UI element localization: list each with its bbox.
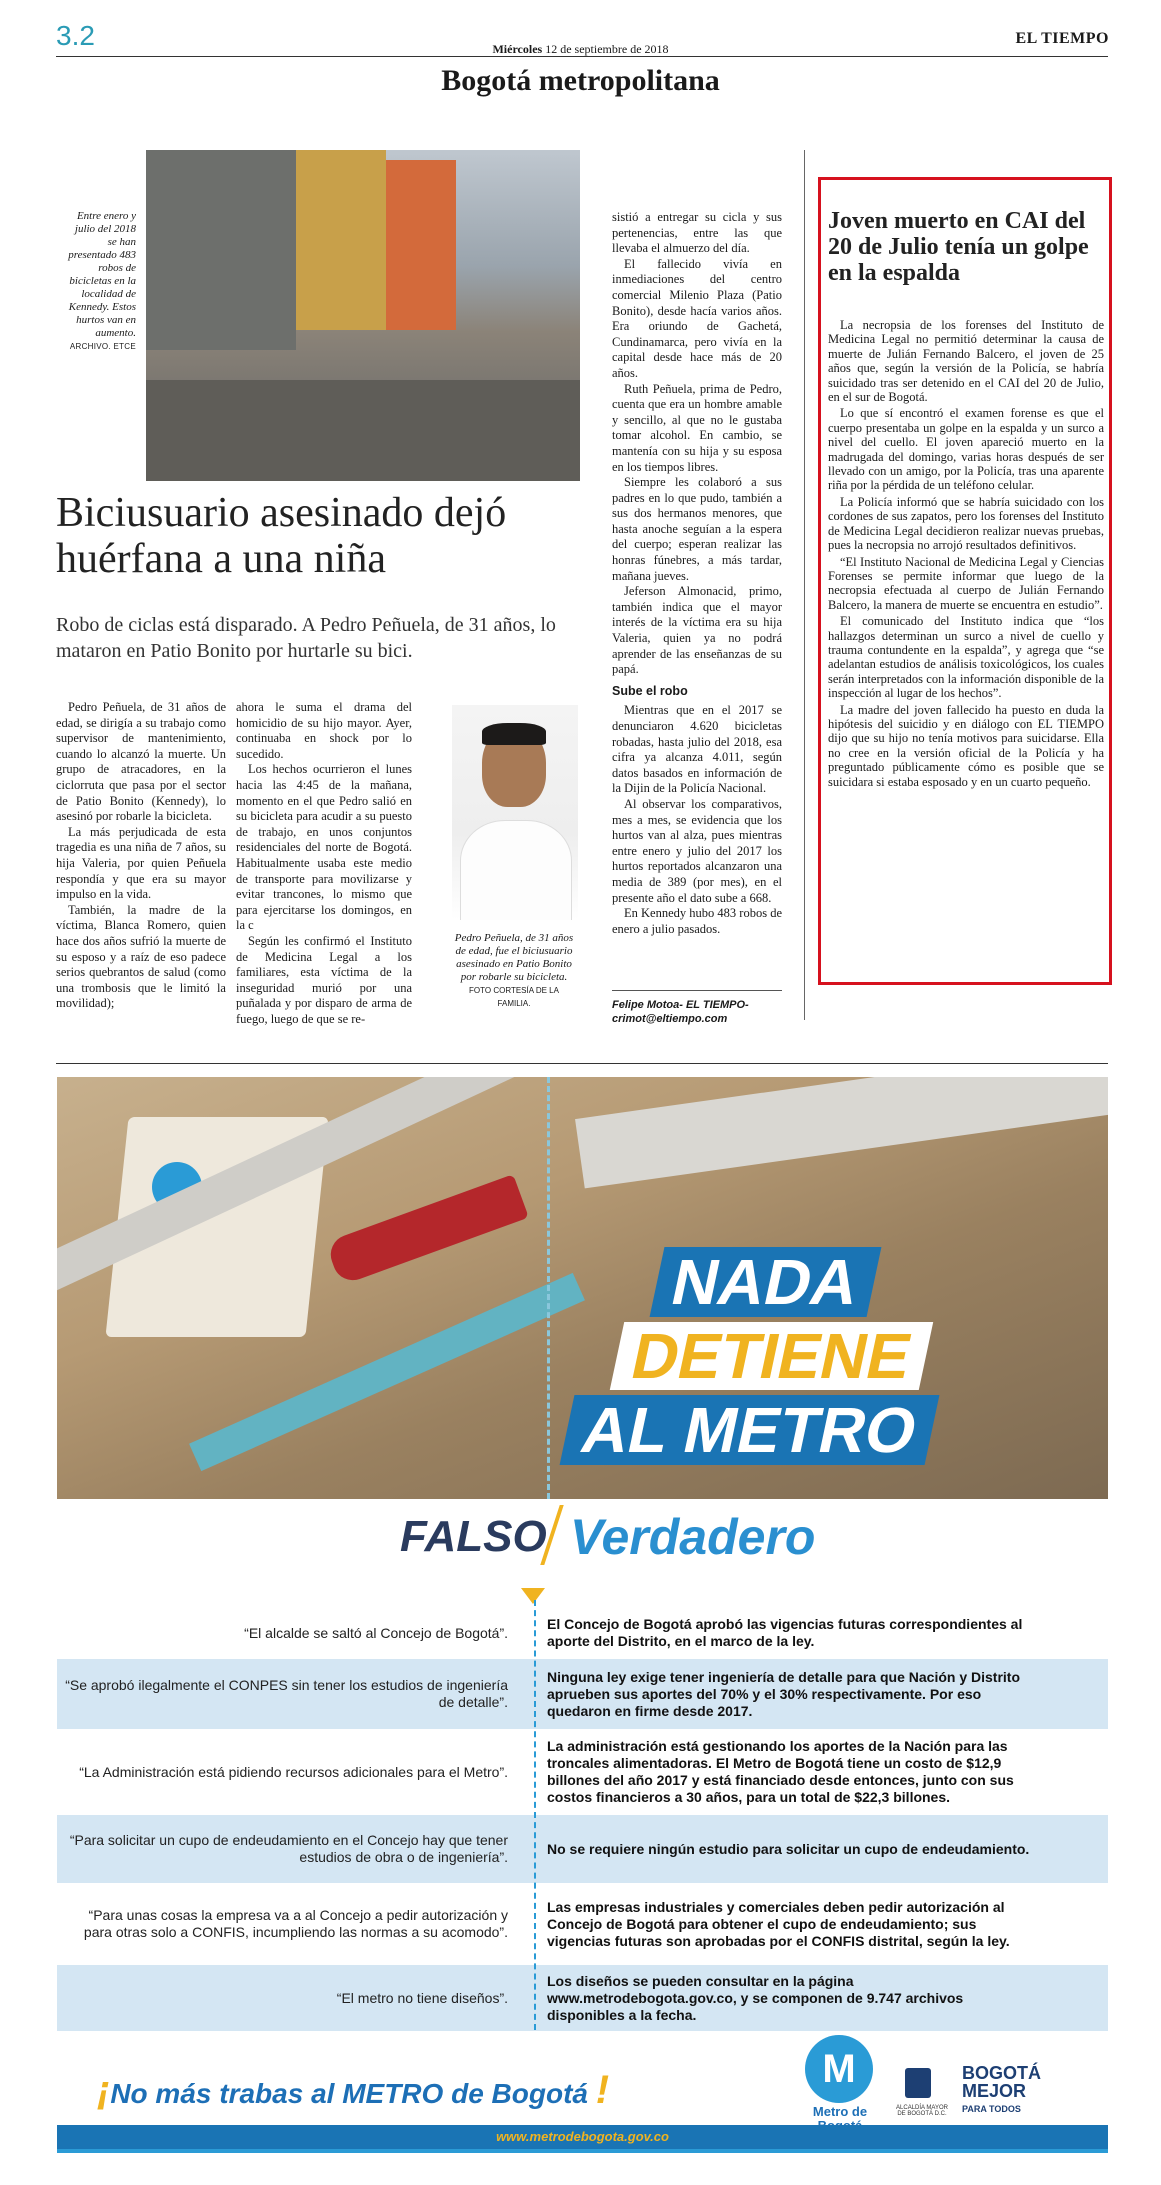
table-row — [57, 1883, 1108, 1965]
para-todos: PARA TODOS — [962, 2104, 1021, 2114]
paragraph: sistió a entregar su cicla y sus pertenencias, entre las que llevaba el almuerzo del día. — [612, 210, 782, 256]
myth-text: “Para solicitar un cupo de endeudamiento en el Concejo hay que tener estudios de obra o de ingeniería”. — [69, 1832, 508, 1865]
myth-fact-table — [57, 1607, 1108, 2031]
byline — [612, 998, 782, 1026]
sidebar-body — [828, 318, 1104, 791]
subhead: Sube el robo — [612, 683, 688, 698]
byline-name: Felipe Motoa- EL TIEMPO- — [612, 999, 749, 1011]
bogota-mejor-logo — [962, 2064, 1041, 2118]
section-title: Bogotá metropolitana — [441, 64, 720, 97]
alcaldia-label: ALCALDÍA MAYOR DE BOGOTÁ D.C. — [896, 2105, 948, 2117]
slogan-text: No más trabas al METRO de Bogotá — [110, 2078, 588, 2109]
bogota-word: BOGOTÁ — [962, 2063, 1041, 2083]
myth-text: “El metro no tiene diseños”. — [336, 1989, 508, 2006]
table-row — [57, 1815, 1108, 1883]
truth-text: Ninguna ley exige tener ingeniería de detalle para que Nación y Distrito aprueben sus aportes del 70% y el 30% respectivamente. Por eso quedaron en firme desde 2017. — [547, 1668, 1021, 1719]
paragraph: El comunicado del Instituto indica que “los hallazgos determinan un surco a nivel de cuello y trauma contundente en la espalda”, y agrega que “se adelantan estudios de análisis toxicológicos, los cuales serán interpretados con la información disponible de la inspección al lugar de los hechos”. — [828, 614, 1104, 701]
street-photo — [146, 150, 580, 481]
banner-line-2: DETIENE — [610, 1322, 934, 1390]
banner-line-1: NADA — [650, 1247, 882, 1317]
paragraph: Lo que sí encontró el examen forense es que el cuerpo presentaba un golpe en la espalda y un surco a nivel del cuello. El joven apareció muerto en la madrugada del domingo, varias horas después de ser llevado con un amigo, por la Policía, tras una aparente riña por la pérdida de un teléfono celular. — [828, 406, 1104, 493]
headline: Biciusuario asesinado dejó huérfana a una niña — [56, 490, 507, 582]
bogota-crest-icon — [905, 2068, 931, 2098]
table-row — [57, 1607, 1108, 1659]
paragraph: Jeferson Almonacid, primo, también indica que el mayor interés de la víctima era su hija Valeria, quien ya no podrá aprender de las enseñanzas de su papá. — [612, 584, 782, 677]
paragraph: ahora le suma el drama del homicidio de su hijo mayor. Ayer, continuaba en shock por lo sucedido. — [236, 700, 412, 761]
myth-text: “La Administración está pidiendo recursos adicionales para el Metro”. — [79, 1763, 508, 1780]
victim-portrait — [452, 705, 578, 920]
paragraph: Mientras que en el 2017 se denunciaron 4.620 bicicletas robadas, hasta julio del 2018, esa cifra ya alcanza 4.011, según datos basados en información de la Dijin de la Policía Nacional. — [612, 703, 782, 796]
paragraph: Según les confirmó el Instituto de Medicina Legal a los familiares, esta víctima de la inseguridad murió por una puñalada y por disparo de arma de fuego, luego de que se re- — [236, 933, 412, 1026]
truth-text: El Concejo de Bogotá aprobó las vigencias futuras correspondientes al aporte del Distrito, en el marco de la ley. — [547, 1616, 1023, 1649]
table-row — [57, 1659, 1108, 1729]
banner-line-3: AL METRO — [560, 1395, 940, 1465]
truth-text: Los diseños se pueden consultar en la página www.metrodebogota.gov.co, y se componen de 9.747 archivos disponibles a la fecha. — [547, 1972, 964, 2023]
photo-caption-text: Entre enero y julio del 2018 se han presentado 483 robos de bicicletas en la localidad de Kennedy. Estos hurtos van en aumento. — [68, 210, 136, 339]
mejor-word: MEJOR — [962, 2081, 1027, 2101]
brand-logo: EL TIEMPO — [1015, 30, 1109, 47]
article-column-1 — [56, 700, 226, 1012]
slogan-open: ¡ — [97, 2068, 111, 2112]
myth-text: “Para unas cosas la empresa va a al Concejo a pedir autorización y para otras solo a CONFIS, incumpliendo las normas a su acomodo”. — [83, 1907, 508, 1940]
portrait-credit: FOTO CORTESÍA DE LA FAMILIA. — [469, 986, 559, 1008]
myth-text: “El alcalde se saltó al Concejo de Bogotá”. — [244, 1624, 508, 1641]
metro-logo-icon: M — [805, 2035, 873, 2103]
ad-slogan — [97, 2068, 609, 2113]
paragraph: La Policía informó que se habría suicidado con los cordones de sus zapatos, pero los forenses del Instituto de Medicina Legal decidieron realizar nuevas pruebas, pues la necropsia no arrojó resultados definitivos. — [828, 494, 1104, 553]
metro-rendering — [57, 1077, 1108, 1499]
paragraph: “El Instituto Nacional de Medicina Legal y Ciencias Forenses se permite informar que luego de la necropsia efectuada al cuerpo de Julián Fernando Balcero, la manera de muerte se encuentra en estudio”. — [828, 554, 1104, 612]
deck: Robo de ciclas está disparado. A Pedro Peñuela, de 31 años, lo mataron en Patio Bonito por hurtarle su bici. — [56, 614, 556, 662]
verdadero-heading: Verdadero — [570, 1509, 816, 1565]
paragraph: Los hechos ocurrieron el lunes hacia las 4:45 de la mañana, momento en el que Pedro salió en su bicicleta para acudir a su puesto de trabajo, en unos conjuntos residenciales del norte de Bogotá. Habitualmente usaba este medio de transporte para movilizarse y evitar trancones, lo mismo que para ejercitarse los domingos, en la c — [236, 762, 412, 933]
paragraph: Siempre les colaboró a sus padres en lo que pudo, también a sus dos hermanos menores, que hasta anoche seguían a la espera del cuerpo; esperan realizar las honras fúnebres, a más tardar, mañana jueves. — [612, 475, 782, 583]
myth-text: “Se aprobó ilegalmente el CONPES sin tener los estudios de ingeniería de detalle”. — [65, 1677, 508, 1710]
paragraph: El fallecido vivía en inmediaciones del centro comercial Milenio Plaza (Patio Bonito), desde hacía varios años. Era oriundo de Gachetá, Cundinamarca, pero vivía en la capital desde hace más de 20 años. — [612, 256, 782, 380]
article-column-2 — [236, 700, 412, 1027]
truth-text: Las empresas industriales y comerciales deben pedir autorización al Concejo de Bogotá para obtener el cupo de endeudamiento; sus vigencias futuras son aprobadas por el CONFIS distrital, según la ley. — [547, 1898, 1010, 1949]
section-rule — [56, 1063, 1108, 1064]
byline-rule — [612, 990, 782, 991]
photo-caption — [66, 210, 136, 353]
paragraph: La más perjudicada de esta tragedia es una niña de 7 años, su hija Valeria, por quien Peñuela respondía y que era su mayor impulso en la vida. — [56, 824, 226, 902]
issue-date-rest: 12 de septiembre de 2018 — [545, 42, 669, 56]
falso-heading: FALSO — [400, 1512, 547, 1561]
truth-text: La administración está gestionando los aportes de la Nación para las troncales alimentadoras. El Metro de Bogotá tiene un costo de $12,9 billones del año 2017 y está financiado desde entonces, junto con sus costos financieros a 30 años, para un total de $22,3 billones. — [547, 1738, 1014, 1805]
triangle-icon — [521, 1588, 545, 1604]
paragraph: En Kennedy hubo 483 robos de enero a julio pasados. — [612, 906, 782, 936]
issue-day: Miércoles — [492, 42, 543, 56]
table-row — [57, 1965, 1108, 2031]
metro-train — [325, 1174, 529, 1286]
paragraph: La necropsia de los forenses del Instituto de Medicina Legal no permitió determinar la causa de muerte de Julián Fernando Balcero, el joven de 25 años que, según la versión de la Policía, se habría suicidado tras ser detenido en el CAI del 20 de Julio, en el sur de Bogotá. — [828, 318, 1104, 405]
paragraph: La madre del joven fallecido ha puesto en duda la hipótesis del suicidio y en diálogo con EL TIEMPO dijo que su hijo no tenía motivos para suicidarse. Ella no cree en la versión oficial de la Policía y ha preguntado públicamente cómo es posible que se suicidara si estaba esposado y en un cuarto pequeño. — [828, 702, 1104, 789]
photo-credit: ARCHIVO. ETCE — [69, 342, 136, 351]
column-divider — [804, 150, 805, 1020]
top-rule — [56, 56, 1108, 57]
paragraph: Ruth Peñuela, prima de Pedro, cuenta que era un hombre amable y sencillo, al que no le gustaba tomar alcohol. En cambio, se mantenía con su hija y su esposa en los tiempos libres. — [612, 381, 782, 474]
issue-date — [0, 42, 1161, 57]
paragraph: También, la madre de la víctima, Blanca Romero, quien hace dos años sufrió la muerte de su esposo y a raíz de eso padece serios quebrantos de salud (como una trombosis que le limitó la movilidad); — [56, 902, 226, 1011]
byline-email[interactable]: crimot@eltiempo.com — [612, 1013, 728, 1025]
ad-bottom-stripe — [57, 2149, 1108, 2153]
slogan-close: ! — [595, 2068, 610, 2112]
table-row — [57, 1729, 1108, 1815]
portrait-caption — [452, 932, 576, 1010]
metro-logo-label: Metro de — [812, 2104, 868, 2119]
center-dashed-line — [534, 1600, 536, 2030]
ad-url[interactable]: www.metrodebogota.gov.co — [57, 2125, 1108, 2149]
truth-text: No se requiere ningún estudio para solicitar un cupo de endeudamiento. — [547, 1840, 1030, 1857]
portrait-caption-text: Pedro Peñuela, de 31 años de edad, fue el biciusuario asesinado en Patio Bonito por robarle su bicicleta. — [454, 932, 574, 983]
page-number: 3.2 — [56, 20, 95, 51]
article-column-3 — [612, 210, 782, 937]
sidebar-title: Joven muerto en CAI del 20 de Julio tenía un golpe en la espalda — [828, 208, 1089, 286]
paragraph: Al observar los comparativos, mes a mes, se evidencia que los hurtos van al alza, pues mientras entre enero y julio del 2017 los hurtos reportados alcanzaron una media de 389 (por mes), en el presente año el dato sube a 668. — [612, 796, 782, 905]
paragraph: Pedro Peñuela, de 31 años de edad, se dirigía a su trabajo como supervisor de mantenimiento, cuando lo alcanzó la muerte. Un grupo de atracadores, en la ciclorruta que pasa por el sector de Patio Bonito (Kennedy), lo asesinó por robarle la bicicleta. — [56, 700, 226, 824]
